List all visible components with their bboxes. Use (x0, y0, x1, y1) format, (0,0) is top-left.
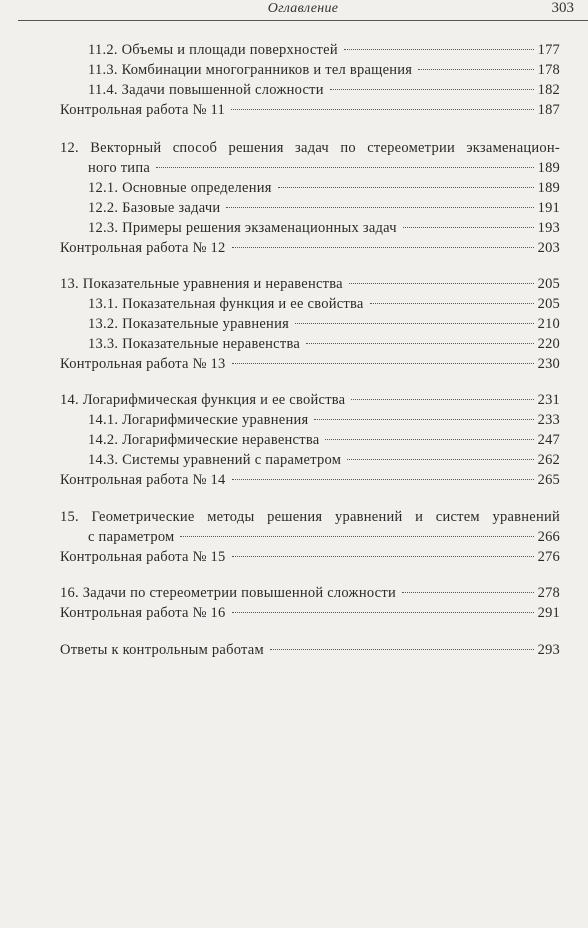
toc-entry-chapter-12-line-2 (0, 158, 588, 178)
dot-leader (325, 439, 533, 440)
dot-leader (270, 649, 534, 650)
toc-entry-12-1 (0, 178, 588, 198)
toc-entry-test-11 (0, 100, 588, 120)
dot-leader (351, 399, 533, 400)
toc-entry-title: ного типа (88, 160, 151, 176)
toc-entry-title: 14.1. Логарифмические уравнения (88, 412, 309, 428)
toc-entry-title: 12. Векторный способ решения задач по стереометрии экзаменацион- (60, 140, 560, 156)
toc-entry-14-2 (0, 430, 588, 450)
dot-leader (295, 323, 534, 324)
toc-entry-page: 191 (537, 200, 560, 216)
toc-entry-page: 177 (537, 42, 560, 58)
running-header-title: Оглавление (267, 1, 339, 16)
toc-entry-14-3 (0, 450, 588, 470)
toc-entry-title: 15. Геометрические методы решения уравнений и систем уравнений (60, 509, 560, 525)
toc-entry-page: 203 (537, 240, 560, 256)
toc-entry-title: 13.2. Показательные уравнения (88, 316, 289, 332)
toc-entry-title: 12.3. Примеры решения экзаменационных задач (88, 220, 397, 236)
toc-entry-page: 231 (537, 392, 560, 408)
toc-entry-page: 210 (537, 316, 560, 332)
toc-entry-page: 291 (537, 605, 560, 621)
toc-entry-page: 178 (537, 62, 560, 78)
toc-entry-11-3 (0, 60, 588, 80)
toc-entry-test-14 (0, 470, 588, 490)
dot-leader (418, 69, 533, 70)
toc-entry-title: 12.2. Базовые задачи (88, 200, 221, 216)
toc-entry-page: 293 (537, 642, 560, 658)
toc-entry-title: 14.3. Системы уравнений с параметром (88, 452, 342, 468)
dot-leader (347, 459, 533, 460)
dot-leader (314, 419, 533, 420)
toc-entry-page: 193 (537, 220, 560, 236)
toc-entry-page: 233 (537, 412, 560, 428)
toc-entry-page: 189 (537, 160, 560, 176)
toc-entry-chapter-12-line-1 (0, 138, 588, 158)
toc-entry-12-3 (0, 218, 588, 238)
toc-entry-test-15 (0, 547, 588, 567)
toc-entry-page: 205 (537, 276, 560, 292)
toc-entry-page: 276 (537, 549, 560, 565)
toc-entry-chapter-16 (0, 583, 588, 603)
toc-entry-title: Контрольная работа № 12 (60, 240, 226, 256)
toc-entry-title: Контрольная работа № 11 (60, 102, 225, 118)
toc-entry-11-4 (0, 80, 588, 100)
toc-entry-page: 230 (537, 356, 560, 372)
toc-entry-title: Ответы к контрольным работам (60, 642, 264, 658)
toc-entry-title: 13.1. Показательная функция и ее свойства (88, 296, 364, 312)
toc-entry-page: 182 (537, 82, 560, 98)
toc-entry-12-2 (0, 198, 588, 218)
dot-leader (403, 227, 534, 228)
toc-entry-11-2 (0, 40, 588, 60)
dot-leader (370, 303, 534, 304)
toc-entry-page: 265 (537, 472, 560, 488)
toc-entry-answers (0, 640, 588, 660)
toc-entry-test-13 (0, 354, 588, 374)
dot-leader (232, 479, 534, 480)
toc-entry-page: 220 (537, 336, 560, 352)
toc-entry-title: Контрольная работа № 13 (60, 356, 226, 372)
toc-entry-13-1 (0, 294, 588, 314)
toc-entry-page: 189 (537, 180, 560, 196)
dot-leader (278, 187, 534, 188)
toc-entry-chapter-14 (0, 390, 588, 410)
dot-leader (231, 109, 534, 110)
dot-leader (330, 89, 534, 90)
dot-leader (232, 247, 534, 248)
toc-entry-page: 266 (537, 529, 560, 545)
toc-entry-title: с параметром (88, 529, 175, 545)
dot-leader (156, 167, 534, 168)
dot-leader (306, 343, 534, 344)
toc-entry-title: 14.2. Логарифмические неравенства (88, 432, 320, 448)
running-header (18, 0, 588, 21)
toc-entry-title: 11.3. Комбинации многогранников и тел вращения (88, 62, 413, 78)
dot-leader (344, 49, 534, 50)
toc-entry-14-1 (0, 410, 588, 430)
toc-entry-page: 205 (537, 296, 560, 312)
dot-leader (232, 363, 534, 364)
toc-entry-test-16 (0, 603, 588, 623)
dot-leader (232, 612, 534, 613)
toc-entry-title: 13. Показательные уравнения и неравенства (60, 276, 343, 292)
toc-entry-13-2 (0, 314, 588, 334)
toc-entry-page: 247 (537, 432, 560, 448)
toc-entry-title: 13.3. Показательные неравенства (88, 336, 301, 352)
toc-entry-title: Контрольная работа № 14 (60, 472, 226, 488)
toc-entry-13-3 (0, 334, 588, 354)
toc-entry-title: 16. Задачи по стереометрии повышенной сложности (60, 585, 396, 601)
dot-leader (180, 536, 533, 537)
toc-entry-title: Контрольная работа № 16 (60, 605, 226, 621)
toc-entry-chapter-15-line-2 (0, 527, 588, 547)
dot-leader (402, 592, 534, 593)
toc-entry-title: 11.4. Задачи повышенной сложности (88, 82, 324, 98)
dot-leader (226, 207, 533, 208)
page-number: 303 (551, 0, 574, 16)
toc-entry-title: Контрольная работа № 15 (60, 549, 226, 565)
toc-entry-test-12 (0, 238, 588, 258)
dot-leader (349, 283, 534, 284)
dot-leader (232, 556, 534, 557)
toc-entry-title: 11.2. Объемы и площади поверхностей (88, 42, 338, 58)
toc-entry-page: 278 (537, 585, 560, 601)
toc-entry-chapter-13 (0, 274, 588, 294)
toc-entry-title: 12.1. Основные определения (88, 180, 272, 196)
toc-entry-page: 187 (537, 102, 560, 118)
toc-entry-page: 262 (537, 452, 560, 468)
toc-entry-title: 14. Логарифмическая функция и ее свойства (60, 392, 346, 408)
toc-entry-chapter-15-line-1 (0, 507, 588, 527)
